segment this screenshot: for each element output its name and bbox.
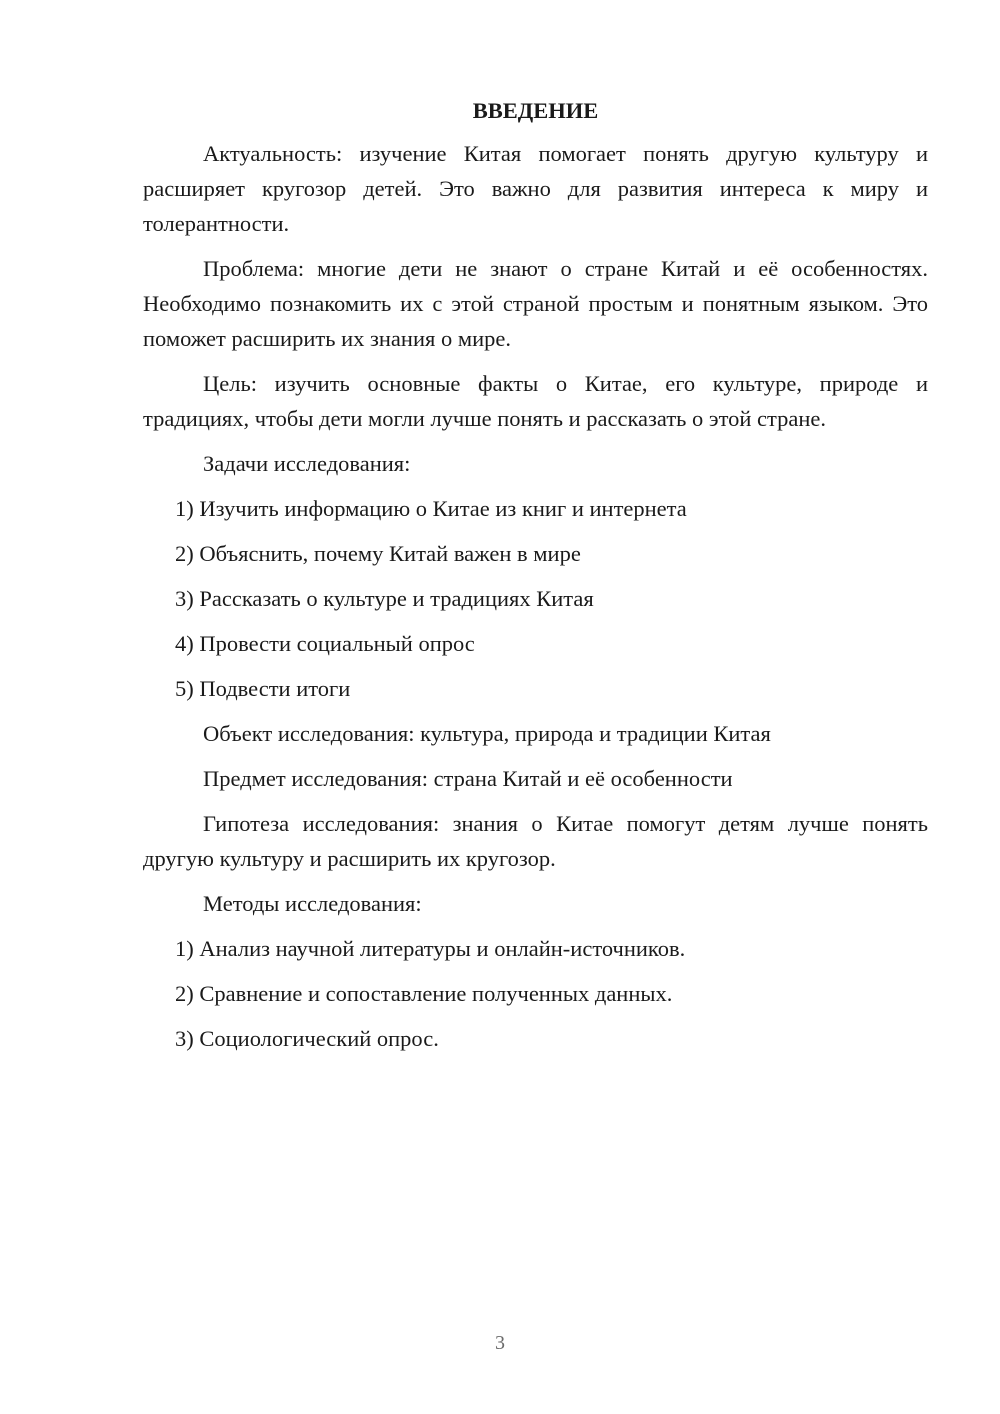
goal-paragraph: Цель: изучить основные факты о Китае, его культуре, природе и традициях, чтобы дети могли лучше понять и рассказать о этой стране.: [143, 371, 928, 431]
list-item: 5) Подвести итоги: [175, 676, 351, 701]
list-item: 3) Социологический опрос.: [175, 1026, 439, 1051]
tasks-list: [143, 491, 928, 706]
relevance-paragraph: Актуальность: изучение Китая помогает понять другую культуру и расширяет кругозор детей. Это важно для развития интереса к миру и толерантности.: [143, 141, 928, 236]
list-item: 3) Рассказать о культуре и традициях Китая: [175, 586, 594, 611]
section-title: ВВЕДЕНИЕ: [472, 98, 599, 123]
list-item: 4) Провести социальный опрос: [175, 631, 475, 656]
methods-list: [143, 931, 928, 1056]
subject-line: Предмет исследования: страна Китай и её особенности: [203, 766, 733, 791]
object-line: Объект исследования: культура, природа и традиции Китая: [203, 721, 771, 746]
list-item: 1) Изучить информацию о Китае из книг и интернета: [175, 496, 687, 521]
list-item: 2) Объяснить, почему Китай важен в мире: [175, 541, 581, 566]
hypothesis-paragraph: Гипотеза исследования: знания о Китае помогут детям лучше понять другую культуру и расширить их кругозор.: [143, 811, 928, 871]
methods-heading: Методы исследования:: [203, 891, 422, 916]
page-content: [143, 96, 928, 1066]
page-number: 3: [495, 1332, 505, 1354]
list-item: 2) Сравнение и сопоставление полученных данных.: [175, 981, 673, 1006]
list-item: 1) Анализ научной литературы и онлайн-источников.: [175, 936, 686, 961]
problem-paragraph: Проблема: многие дети не знают о стране Китай и её особенностях. Необходимо познакомить их с этой страной простым и понятным языком. Это поможет расширить их знания о мире.: [143, 256, 928, 351]
tasks-heading: Задачи исследования:: [203, 451, 411, 476]
